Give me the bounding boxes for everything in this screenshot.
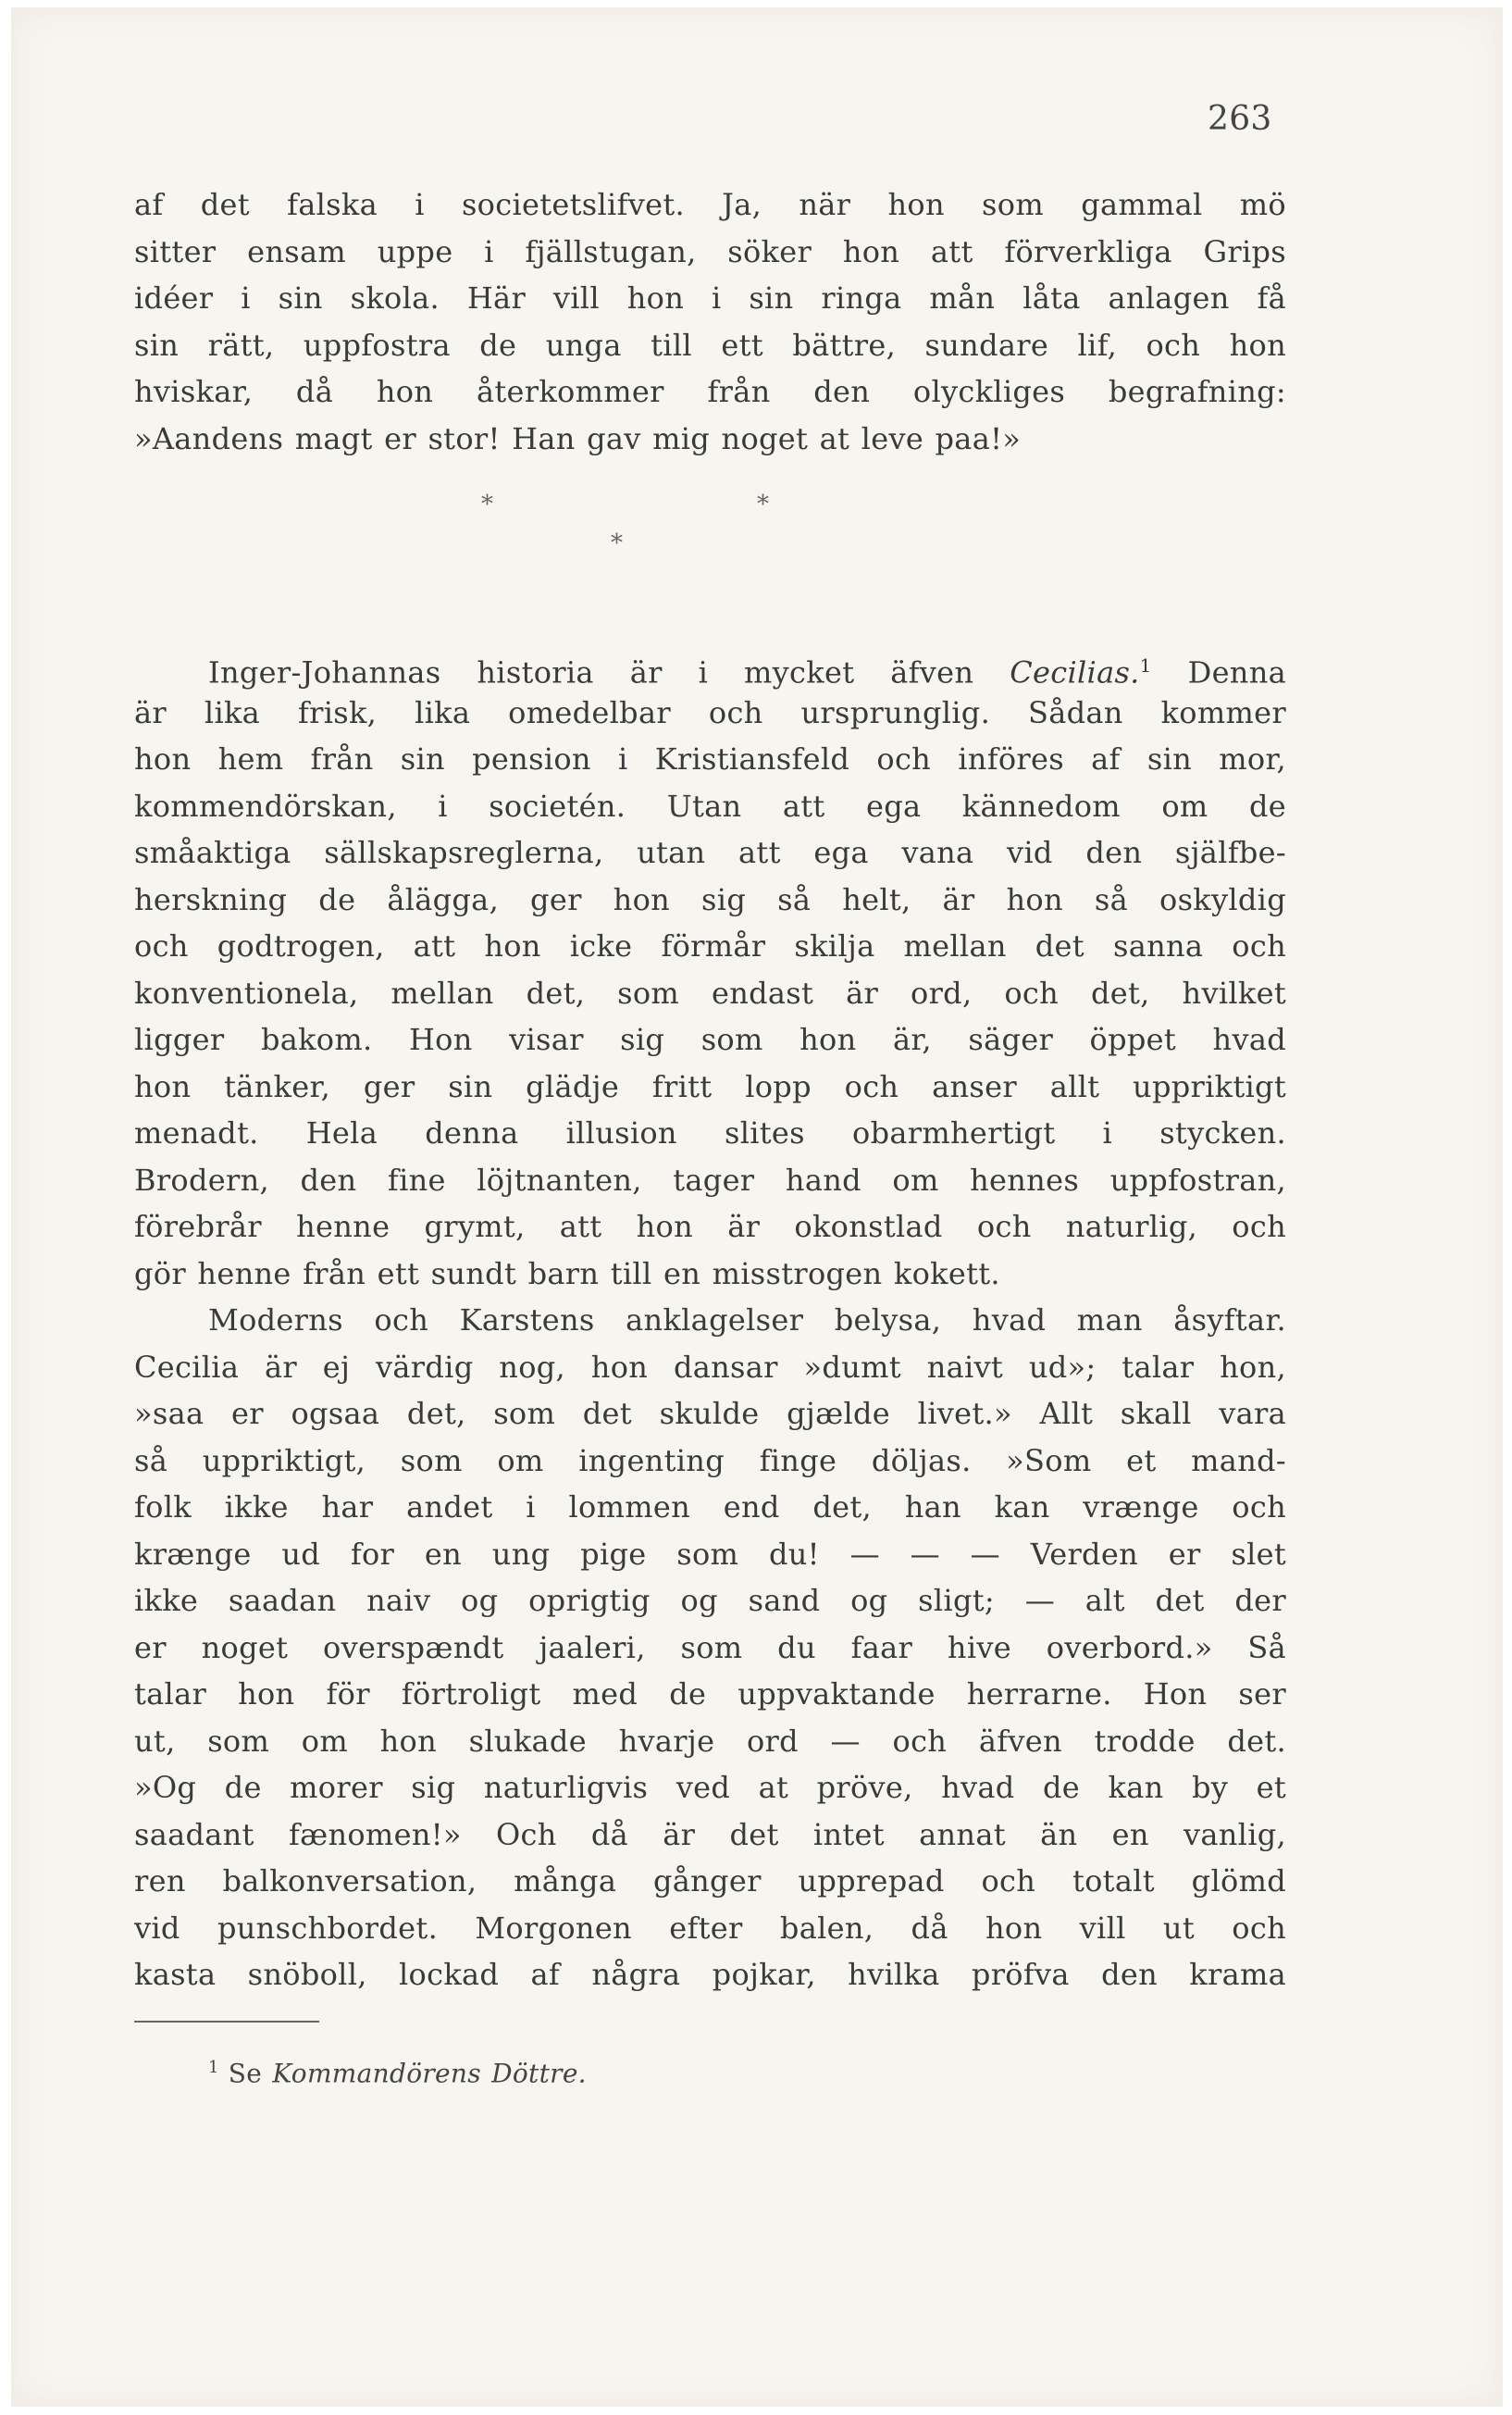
text-line: er noget overspændt jaaleri, som du faar hive overbord.» Så [134, 1629, 1286, 1665]
text-line: sin rätt, uppfostra de unga till ett bättre, sundare lif, och hon [134, 327, 1286, 363]
text-line: så uppriktigt, som om ingenting finge döljas. »Som et mand- [134, 1442, 1286, 1478]
text-line: hon hem från sin pension i Kristiansfeld och införes af sin mor, [134, 741, 1286, 777]
text-line [134, 642, 1286, 690]
text-line: kommendörskan, i societén. Utan att ega kännedom om de [134, 788, 1286, 824]
text-line: Moderns och Karstens anklagelser belysa, hvad man åsyftar. [208, 1302, 1286, 1338]
footnote-title: Kommandörens Döttre. [272, 2058, 587, 2089]
text-line: gör henne från ett sundt barn till en misstrogen kokett. [134, 1255, 1000, 1291]
text-line: folk ikke har andet i lommen end det, han kan vrænge och [134, 1489, 1286, 1525]
text-line: talar hon för förtroligt med de uppvaktande herrarne. Hon ser [134, 1676, 1286, 1712]
footnote-mark: 1 [1139, 654, 1152, 677]
text-line: kasta snöboll, lockad af några pojkar, hvilka pröfva den krama [134, 1957, 1286, 1992]
text-line: ren balkonversation, många gånger upprepad och totalt glömd [134, 1863, 1286, 1898]
text-line: af det falska i societetslifvet. Ja, när hon som gammal mö [134, 187, 1286, 222]
text-line: »saa er ogsaa det, som det skulde gjælde livet.» Allt skall vara [134, 1396, 1286, 1431]
text-line: »Og de morer sig naturligvis ved at pröve, hvad de kan by et [134, 1770, 1286, 1805]
text-line: Cecilia är ej värdig nog, hon dansar »dumt naivt ud»; talar hon, [134, 1349, 1286, 1385]
footnote-prefix: Se [228, 2058, 263, 2089]
text-line: ligger bakom. Hon visar sig som hon är, säger öppet hvad [134, 1022, 1286, 1057]
page-number: 263 [1208, 100, 1272, 138]
text-line: »Aandens magt er stor! Han gav mig noget at leve paa!» [134, 420, 1022, 456]
text-line: konventionela, mellan det, som endast är ord, och det, hvilket [134, 975, 1286, 1011]
text-line: menadt. Hela denna illusion slites obarmhertigt i stycken. [134, 1115, 1286, 1151]
section-break [481, 491, 814, 574]
footnote-mark: 1 [208, 2058, 219, 2077]
text-line: är lika frisk, lika omedelbar och ursprunglig. Sådan kommer [134, 694, 1286, 730]
text-line: idéer i sin skola. Här vill hon i sin ringa mån låta anlagen få [134, 280, 1286, 316]
italic-reference: Cecilias. [1010, 654, 1140, 691]
text-line: saadant fænomen!» Och då är det intet annat än en vanlig, [134, 1816, 1286, 1852]
text-line: sitter ensam uppe i fjällstugan, söker hon att förverkliga Grips [134, 233, 1286, 269]
paragraph-1 [134, 181, 1286, 462]
text-line: småaktiga sällskapsreglerna, utan att ega vana vid den själfbe- [134, 835, 1286, 870]
asterisk: * [481, 491, 493, 518]
text-line: ikke saadan naiv og oprigtig og sand og sligt; — alt det der [134, 1583, 1286, 1618]
text-run: Inger-Johannas historia är i mycket äfven [208, 654, 974, 691]
text-line: herskning de ålägga, ger hon sig så helt, är hon så oskyldig [134, 881, 1286, 917]
text-run: Denna [1187, 654, 1286, 691]
text-line: hviskar, då hon återkommer från den olyckliges begrafning: [134, 374, 1286, 409]
text-line: hon tänker, ger sin glädje fritt lopp och anser allt uppriktigt [134, 1068, 1286, 1104]
asterisk: * [757, 491, 769, 518]
paragraph-2 [134, 642, 1286, 1998]
footnote-rule [134, 2021, 319, 2023]
text-line: och godtrogen, att hon icke förmår skilja mellan det sanna och [134, 928, 1286, 964]
footnote [208, 2058, 587, 2088]
text-line: krænge ud for en ung pige som du! — — — Verden er slet [134, 1536, 1286, 1572]
text-line: Brodern, den fine löjtnanten, tager hand om hennes uppfostran, [134, 1162, 1286, 1198]
text-line: förebrår henne grymt, att hon är okonstlad och naturlig, och [134, 1209, 1286, 1244]
text-line: vid punschbordet. Morgonen efter balen, då hon vill ut och [134, 1910, 1286, 1946]
asterisk: * [611, 529, 623, 557]
text-line: ut, som om hon slukade hvarje ord — och äfven trodde det. [134, 1723, 1286, 1759]
